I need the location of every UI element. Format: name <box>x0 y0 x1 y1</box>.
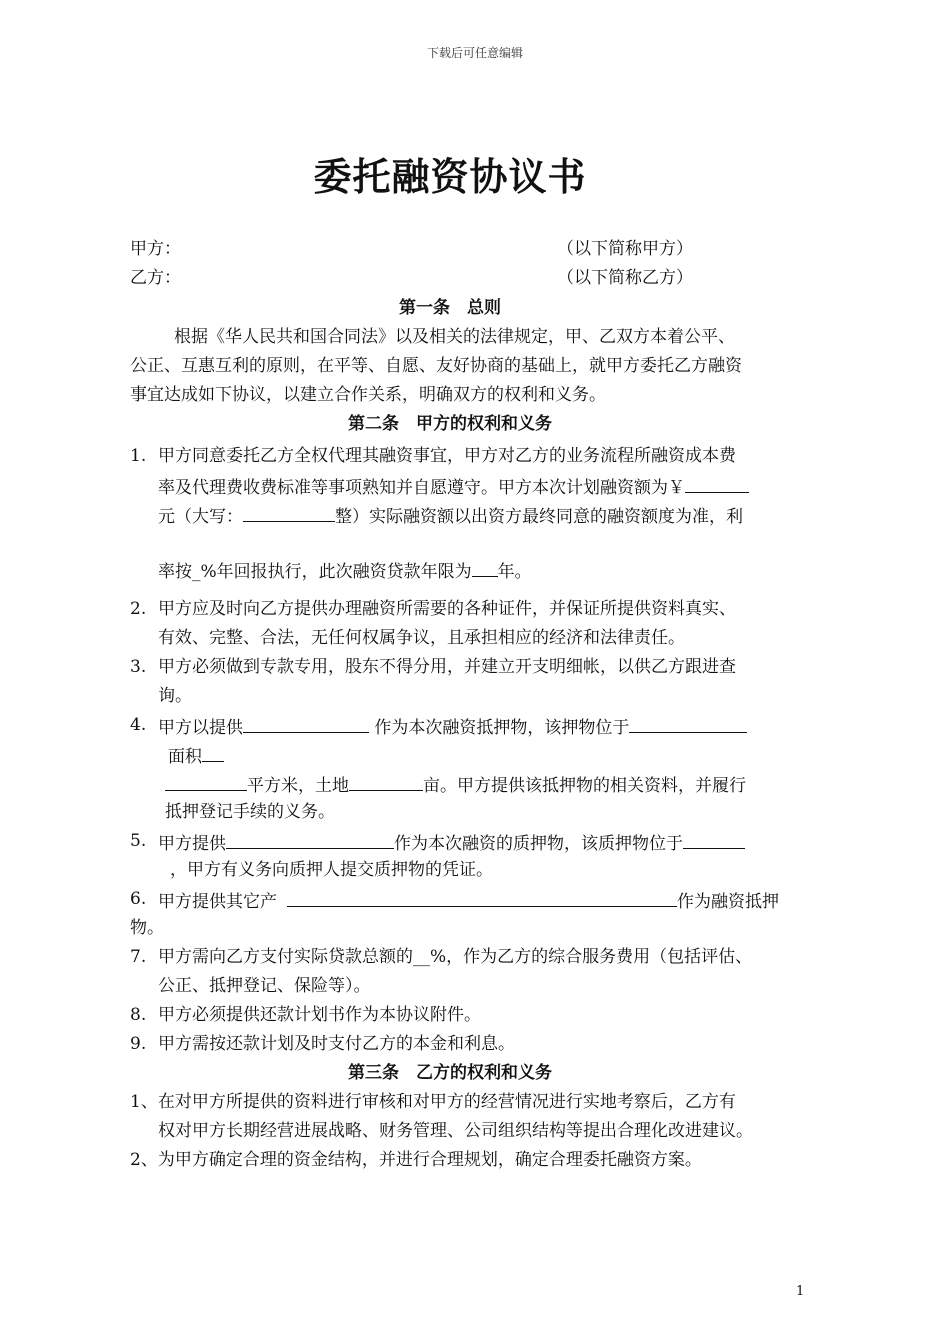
item5-line2: ，甲方有义务向质押人提交质押物的凭证。 <box>170 860 493 880</box>
item-number: 5. <box>130 831 147 851</box>
pledge-blank[interactable] <box>226 830 394 849</box>
area-blank[interactable] <box>202 743 224 762</box>
item-number: 3. <box>130 657 147 677</box>
item1-line2: 率及代理费收费标准等事项熟知并自愿遵守。甲方本次计划融资额为￥ <box>158 474 749 499</box>
section3-heading: 第三条 乙方的权利和义务 <box>348 1063 552 1083</box>
item1-line1: 甲方同意委托乙方全权代理其融资事宜，甲方对乙方的业务流程所融资成本费 <box>158 446 736 466</box>
party-b-note: （以下简称乙方） <box>557 268 693 288</box>
other-property-blank[interactable] <box>287 888 677 907</box>
item5-line1: 甲方提供 作为本次融资的质押物，该质押物位于 <box>158 830 745 855</box>
party-a-note: （以下简称甲方） <box>557 239 693 259</box>
item1-line4: 率按_%年回报执行，此次融资贷款年限为 年。 <box>158 558 532 583</box>
item4-line2: 面积 <box>168 743 224 768</box>
collateral-location-blank[interactable] <box>629 714 747 733</box>
section3-item2-line1: 2、为甲方确定合理的资金结构，并进行合理规划，确定合理委托融资方案。 <box>130 1150 702 1170</box>
item6-line1: 甲方提供其它产 作为融资抵押 <box>158 888 779 913</box>
party-a-label: 甲方： <box>130 239 181 259</box>
page-number: 1 <box>796 1284 805 1299</box>
amount-words-blank[interactable] <box>243 503 335 522</box>
item2-line1: 甲方应及时向乙方提供办理融资所需要的各种证件，并保证所提供资料真实、 <box>158 599 736 619</box>
section1-line: 根据《华人民共和国合同法》以及相关的法律规定，甲、乙双方本着公平、 <box>174 327 735 347</box>
item8-line1: 甲方必须提供还款计划书作为本协议附件。 <box>158 1005 481 1025</box>
item2-line2: 有效、完整、合法，无任何权属争议，且承担相应的经济和法律责任。 <box>158 628 685 648</box>
item7-line1: 甲方需向乙方支付实际贷款总额的__%，作为乙方的综合服务费用（包括评估、 <box>158 947 753 967</box>
collateral-blank[interactable] <box>243 714 369 733</box>
item-number: 4. <box>130 715 147 735</box>
item3-line1: 甲方必须做到专款专用，股东不得分用，并建立开支明细帐，以供乙方跟进查 <box>158 657 736 677</box>
item9-line1: 甲方需按还款计划及时支付乙方的本金和利息。 <box>158 1034 515 1054</box>
section2-heading: 第二条 甲方的权利和义务 <box>348 414 552 434</box>
section3-item1-line1: 1、在对甲方所提供的资料进行审核和对甲方的经营情况进行实地考察后，乙方有 <box>130 1092 736 1112</box>
loan-years-blank[interactable] <box>472 558 498 577</box>
page-header-note: 下载后可任意编辑 <box>426 46 523 60</box>
document-title: 委托融资协议书 <box>313 155 587 199</box>
item6-line2: 物。 <box>130 918 164 938</box>
item1-line3: 元（大写： 整）实际融资额以出资方最终同意的融资额度为准，利 <box>158 503 743 528</box>
item4-line4: 抵押登记手续的义务。 <box>165 802 335 822</box>
item4-line1: 甲方以提供 作为本次融资抵押物，该押物位于 <box>158 714 747 739</box>
item3-line2: 询。 <box>158 686 192 706</box>
item7-line2: 公正、抵押登记、保险等）。 <box>158 976 371 996</box>
item-number: 7. <box>130 947 147 967</box>
pledge-location-blank[interactable] <box>683 830 745 849</box>
section1-line: 公正、互惠互利的原则，在平等、自愿、友好协商的基础上，就甲方委托乙方融资 <box>130 356 742 376</box>
item-number: 8. <box>130 1005 147 1025</box>
section3-item1-line2: 权对甲方长期经营进展战略、财务管理、公司组织结构等提出合理化改进建议。 <box>158 1121 753 1141</box>
section1-heading: 第一条 总则 <box>399 298 501 318</box>
land-mu-blank[interactable] <box>349 772 423 791</box>
item-number: 2. <box>130 599 147 619</box>
party-b-label: 乙方： <box>130 268 181 288</box>
item-number: 6. <box>130 889 147 909</box>
section1-line: 事宜达成如下协议，以建立合作关系，明确双方的权利和义务。 <box>130 385 606 405</box>
item-number: 9. <box>130 1034 147 1054</box>
square-meters-blank[interactable] <box>165 772 247 791</box>
item-number: 1. <box>130 446 147 466</box>
amount-blank[interactable] <box>685 474 749 493</box>
item4-line3: 平方米，土地 亩。甲方提供该抵押物的相关资料，并履行 <box>165 772 746 797</box>
